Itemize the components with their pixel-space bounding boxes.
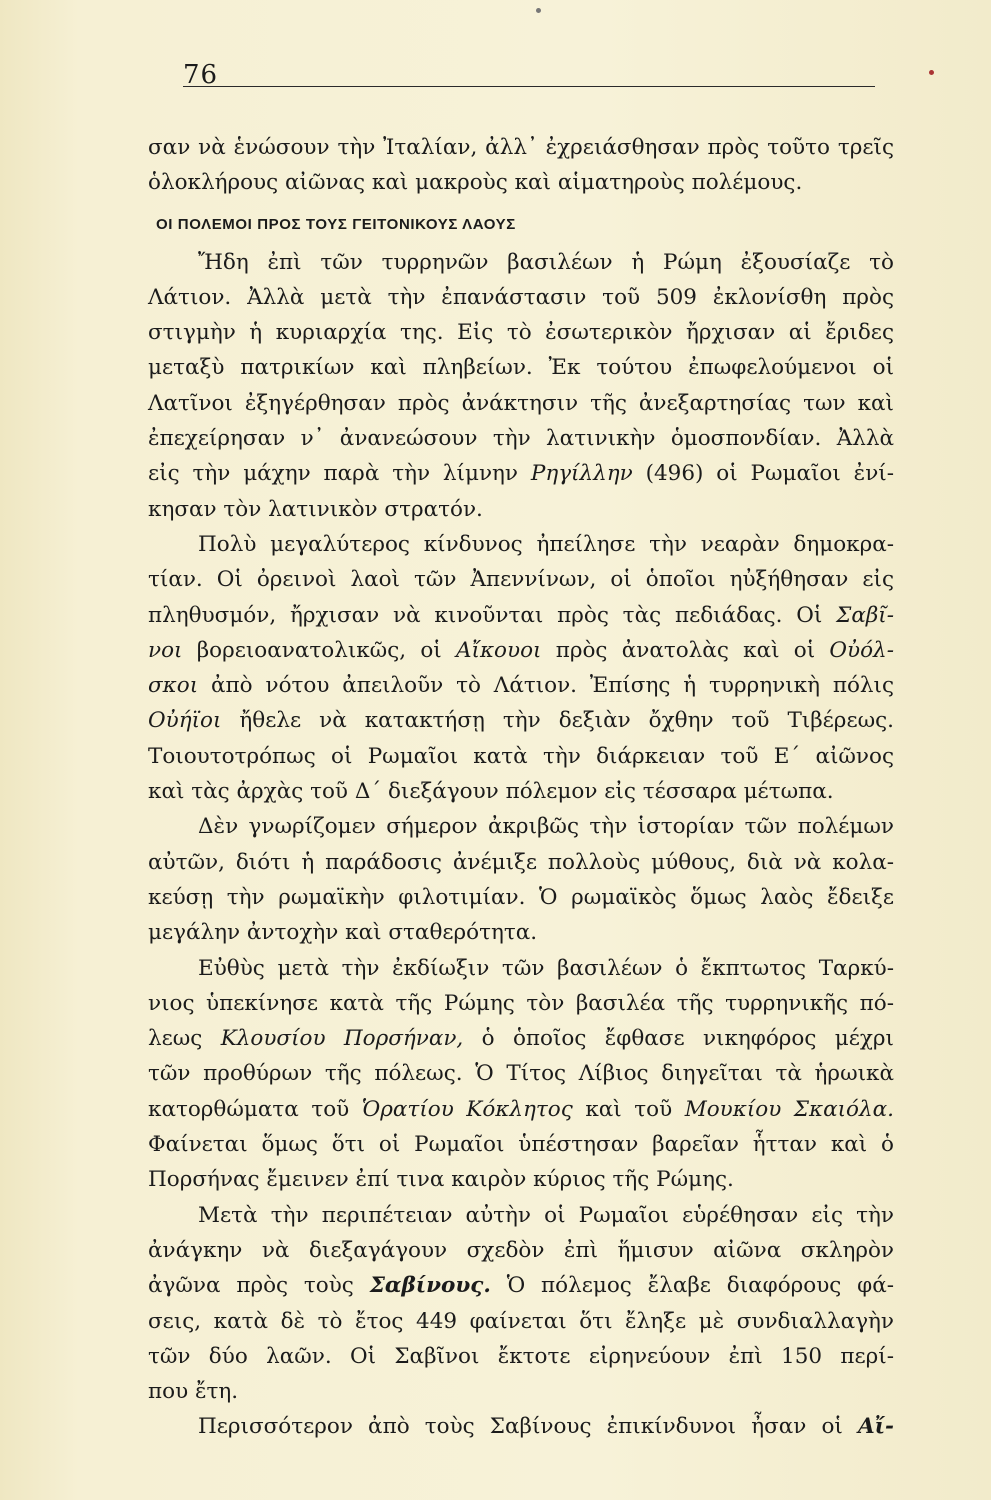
text-line: Δὲν γνωρίζομεν σήμερον ἀκριβῶς τὴν ἱστορίαν τῶν πολέμων: [198, 814, 894, 840]
people-name: Αἴκουοι: [456, 637, 542, 663]
text-line: [148, 668, 894, 703]
text-line: [148, 1268, 894, 1303]
section-heading: ΟΙ ΠΟΛΕΜΟΙ ΠΡΟΣ ΤΟΥΣ ΓΕΙΤΟΝΙΚΟΥΣ ΛΑΟΥΣ: [156, 215, 516, 233]
text-line: νιος ὑπεκίνησε κατὰ τῆς Ρώμης τὸν βασιλέα τῆς τυρρηνικῆς πό-: [148, 990, 894, 1016]
text-line: [148, 598, 894, 633]
text-run: ἀγῶνα πρὸς τοὺς: [148, 1273, 354, 1299]
text-run: καὶ τοῦ: [585, 1096, 673, 1122]
text-line: καὶ τὰς ἀρχὰς τοῦ Δ´ διεξάγουν πόλεμον εἰς τέσσαρα μέτωπα.: [148, 779, 834, 805]
people-name: Οὐόλ-: [829, 637, 894, 663]
text-line: Μετὰ τὴν περιπέτειαν αὐτὴν οἱ Ρωμαῖοι εὑρέθησαν εἰς τὴν: [198, 1202, 894, 1228]
people-name: σκοι: [148, 673, 199, 699]
text-line: τίαν. Οἱ ὀρεινοὶ λαοὶ τῶν Ἀπεννίνων, οἱ ὁποῖοι ηὐξήθησαν εἰς: [148, 567, 894, 593]
print-dot: [929, 70, 934, 75]
text-run: κατορθώματα τοῦ: [148, 1096, 350, 1122]
person-name: Ὁρατίου Κόκλητος: [361, 1096, 573, 1122]
text-line: Ἤδη ἐπὶ τῶν τυρρηνῶν βασιλέων ἡ Ρώμη ἐξουσίαζε τὸ: [198, 249, 894, 275]
text-line: Πολὺ μεγαλύτερος κίνδυνος ἠπείλησε τὴν νεαρὰν δημοκρα-: [198, 531, 894, 557]
text-line: Λατῖνοι ἐξηγέρθησαν πρὸς ἀνάκτησιν τῆς ἀνεξαρτησίας των καὶ: [148, 390, 894, 416]
text-run: ἀπὸ νότου ἀπειλοῦν τὸ Λάτιον. Ἐπίσης ἡ τυρρηνικὴ πόλις: [211, 673, 894, 699]
text-line: ἀνάγκην νὰ διεξαγάγουν σχεδὸν ἐπὶ ἥμισυν αἰῶνα σκληρὸν: [148, 1237, 894, 1263]
text-line: [148, 1092, 894, 1127]
print-dot: [536, 8, 541, 13]
text-line: μεταξὺ πατρικίων καὶ πληβείων. Ἐκ τούτου ἐπωφελούμενοι οἱ: [148, 355, 894, 381]
text-line: Φαίνεται ὅμως ὅτι οἱ Ρωμαῖοι ὑπέστησαν βαρεῖαν ἧτταν καὶ ὁ: [148, 1132, 894, 1158]
place-name: Ρηγίλλην: [530, 461, 633, 487]
person-name: Μουκίου Σκαιόλα.: [684, 1096, 894, 1122]
text-line: [148, 1021, 894, 1056]
text-line: κησαν τὸν λατινικὸν στρατόν.: [148, 496, 483, 522]
text-run: (496) οἱ Ρωμαῖοι ἐνί-: [645, 461, 894, 487]
text-line: ἐπεχείρησαν ν᾿ ἀνανεώσουν τὴν λατινικὴν ὁμοσπονδίαν. Ἀλλὰ: [148, 426, 894, 452]
text-run: Ὁ πόλεμος ἔλαβε διαφόρους φά-: [506, 1273, 894, 1299]
text-line: τῶν προθύρων τῆς πόλεως. Ὁ Τίτος Λίβιος διηγεῖται τὰ ἡρωικὰ: [148, 1061, 894, 1087]
people-name: Αἴ-: [857, 1414, 894, 1440]
text-line: αὐτῶν, διότι ἡ παράδοσις ἀνέμιξε πολλοὺς μύθους, διὰ νὰ κολα-: [148, 849, 894, 875]
text-run: πληθυσμόν, ἤρχισαν νὰ κινοῦνται πρὸς τὰς πεδιάδας. Οἱ: [148, 602, 823, 628]
text-line: [148, 456, 894, 491]
body-text: [148, 130, 894, 1445]
text-line: [148, 1409, 894, 1444]
text-line: που ἔτη.: [148, 1379, 239, 1405]
text-run: ὁ ὁποῖος ἔφθασε νικηφόρος μέχρι: [481, 1026, 894, 1052]
text-line: σαν νὰ ἑνώσουν τὴν Ἰταλίαν, ἀλλ᾿ ἐχρειάσθησαν πρὸς τοῦτο τρεῖς: [148, 135, 894, 160]
text-run: λεως: [148, 1026, 203, 1052]
text-line: κεύσῃ τὴν ρωμαϊκὴν φιλοτιμίαν. Ὁ ρωμαϊκὸς ὅμως λαὸς ἔδειξε: [148, 884, 894, 910]
text-run: ἤθελε νὰ κατακτήσῃ τὴν δεξιὰν ὄχθην τοῦ Τιβέρεως.: [239, 708, 894, 734]
people-name: νοι: [148, 637, 183, 663]
header-rule: [183, 86, 875, 87]
people-name: Σαβίνους.: [369, 1273, 491, 1299]
text-line: στιγμὴν ἡ κυριαρχία της. Εἰς τὸ ἐσωτερικὸν ἤρχισαν αἱ ἔριδες: [148, 320, 894, 346]
text-line: Τοιουτοτρόπως οἱ Ρωμαῖοι κατὰ τὴν διάρκειαν τοῦ Ε´ αἰῶνος: [148, 743, 894, 769]
text-line: Εὐθὺς μετὰ τὴν ἐκδίωξιν τῶν βασιλέων ὁ ἔκπτωτος Ταρκύ-: [198, 955, 894, 981]
text-line: [148, 703, 894, 738]
text-run: Περισσότερον ἀπὸ τοὺς Σαβίνους ἐπικίνδυνοι ἦσαν οἱ: [198, 1414, 843, 1440]
text-line: ὁλοκλήρους αἰῶνας καὶ μακροὺς καὶ αἱματηροὺς πολέμους.: [148, 170, 803, 196]
text-line: μεγάλην ἀντοχὴν καὶ σταθερότητα.: [148, 920, 538, 946]
text-line: Πορσήνας ἔμεινεν ἐπί τινα καιρὸν κύριος τῆς Ρώμης.: [148, 1167, 734, 1193]
text-line: τῶν δύο λαῶν. Οἱ Σαβῖνοι ἔκτοτε εἰρηνεύουν ἐπὶ 150 περί-: [148, 1343, 894, 1369]
text-run: βορειοανατολικῶς, οἱ: [196, 637, 442, 663]
text-run: εἰς τὴν μάχην παρὰ τὴν λίμνην: [148, 461, 518, 487]
text-run: πρὸς ἀνατολὰς καὶ οἱ: [555, 637, 816, 663]
place-name: Οὐήϊοι: [148, 708, 222, 734]
person-name: Κλουσίου Πορσήναν,: [220, 1026, 464, 1052]
text-line: σεις, κατὰ δὲ τὸ ἔτος 449 φαίνεται ὅτι ἔληξε μὲ συνδιαλλαγὴν: [148, 1308, 894, 1334]
text-line: Λάτιον. Ἀλλὰ μετὰ τὴν ἐπανάστασιν τοῦ 509 ἐκλονίσθη πρὸς: [148, 284, 894, 310]
text-line: [148, 633, 894, 668]
page-number: 76: [183, 60, 219, 90]
people-name: Σαβῖ-: [836, 602, 895, 628]
